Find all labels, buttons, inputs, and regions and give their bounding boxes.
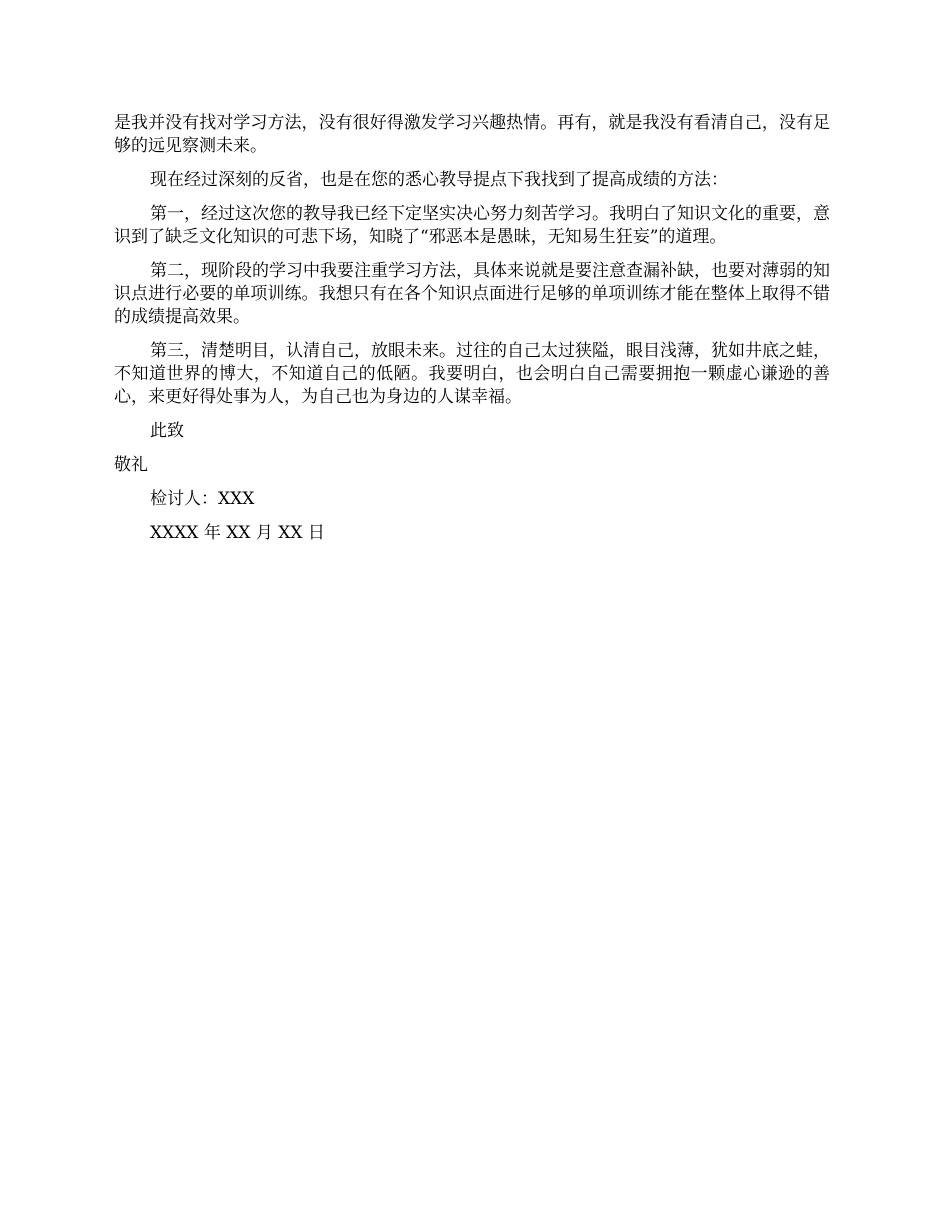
paragraph-point-three: 第三，清楚明目，认清自己，放眼未来。过往的自己太过狭隘，眼目浅薄，犹如井底之蛙，不知道世界的博大，不知道自己的低陋。我要明白，也会明白自己需要拥抱一颗虚心谦逊的善心，来更好得处事为人，为自己也为身边的人谋幸福。	[114, 341, 830, 407]
closing-text: 此致	[150, 421, 184, 441]
signature-line: 检讨人：XXX	[150, 489, 255, 509]
paragraph-point-one: 第一，经过这次您的教导我已经下定坚实决心努力刻苦学习。我明白了知识文化的重要，意识到了缺乏文化知识的可悲下场，知晓了“邪恶本是愚昧，无知易生狂妄”的道理。	[114, 204, 830, 247]
salutation-text: 敬礼	[114, 455, 148, 475]
paragraph-method-intro: 现在经过深刻的反省，也是在您的悉心教导提点下我找到了提高成绩的方法：	[150, 170, 728, 190]
date-line: XXXX 年 XX 月 XX 日	[150, 523, 325, 543]
paragraph-point-two: 第二，现阶段的学习中我要注重学习方法，具体来说就是要注意查漏补缺，也要对薄弱的知识点进行必要的单项训练。我想只有在各个知识点面进行足够的单项训练才能在整体上取得不错的成绩提高效果。	[114, 261, 830, 327]
paragraph-continuation: 是我并没有找对学习方法，没有很好得激发学习兴趣热情。再有，就是我没有看清自己，没有足够的远见察测未来。	[114, 113, 830, 156]
document-page	[114, 112, 830, 556]
